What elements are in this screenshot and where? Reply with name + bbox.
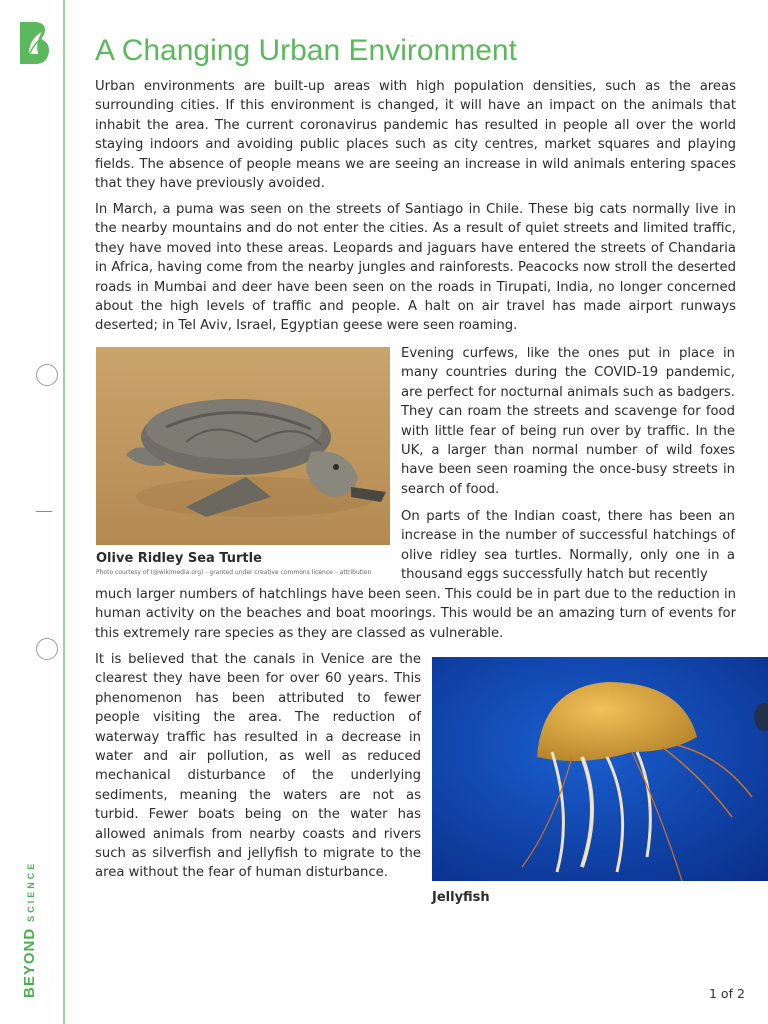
paragraph-turtles-start: On parts of the Indian coast, there has been an increase in the number of successful hatchings of olive ridley sea turtles. Normally, only one in a thousand eggs successfully hatch but recently <box>401 509 735 583</box>
turtle-caption: Olive Ridley Sea Turtle <box>96 551 262 566</box>
paragraph-intro: Urban environments are built-up areas with high population densities, such as the areas surrounding cities. If this environment is changed, it will have an impact on the animals that inhabit the area. The current coronavirus pandemic has resulted in people all over the world staying indoors and avoiding public places such as city centres, market squares and playing fields. The absence of people means we are seeing an increase in wild animals entering spaces that they have previously avoided. <box>95 79 736 192</box>
paragraph-puma: In March, a puma was seen on the streets of Santiago in Chile. These big cats normally live in the nearby mountains and do not enter the cities. As a result of quiet streets and limited traffic, they have moved into these areas. Leopards and jaguars have entered the streets of Chandaria in Africa, having come from the nearby jungles and rainforests. Peacocks now stroll the deserted roads in Mumbai and deer have been seen on the roads in Tirupati, India, no longer concerned about the high levels of traffic and people. A halt on air travel has made airport runways deserted; in Tel Aviv, Israel, Egyptian geese were seen roaming. <box>95 202 736 334</box>
brand-wordmark <box>21 861 39 998</box>
binder-hole-icon <box>36 638 58 660</box>
jellyfish-photo <box>432 657 768 881</box>
brand-word-beyond: BEYOND <box>21 927 38 998</box>
paragraph-turtles-end: much larger numbers of hatchlings have been seen. This could be in part due to the reduction in human activity on the beaches and boat moorings. This would be an amazing turn of events for this extremely rare species as they are classed as vulnerable. <box>95 587 736 641</box>
binder-hole-icon <box>36 364 58 386</box>
page-title: A Changing Urban Environment <box>95 34 517 67</box>
paragraph-curfews: Evening curfews, like the ones put in place in many countries during the COVID-19 pandemic, are perfect for nocturnal animals such as badgers. They can roam the streets and scavenge for food with little fear of being run over by traffic. In the UK, a larger than normal number of wild foxes have been seen roaming the once-busy streets in search of food. <box>401 346 735 497</box>
margin-line <box>63 0 65 1024</box>
beyond-leaf-logo <box>16 20 50 66</box>
turtle-photo-credit: Photo courtesy of (@wikimedia.org) - granted under creative commons licence – attribution <box>96 569 372 576</box>
jellyfish-caption: Jellyfish <box>432 890 490 905</box>
paragraph-venice: It is believed that the canals in Venice are the clearest they have been for over 60 years. This phenomenon has been attributed to fewer people visiting the area. The reduction of waterway traffic has resulted in a decrease in water and air pollution, as well as reduced mechanical disturbance of the underlying sediments, meaning the waters are not as turbid. Fewer boats being on the water has allowed animals from nearby coasts and rivers such as silverfish and jellyfish to migrate to the area without the fear of human disturbance. <box>95 652 421 881</box>
fold-mark <box>36 511 52 512</box>
page-number: 1 of 2 <box>709 986 745 1001</box>
brand-word-science: SCIENCE <box>26 860 36 922</box>
turtle-photo <box>96 347 390 545</box>
